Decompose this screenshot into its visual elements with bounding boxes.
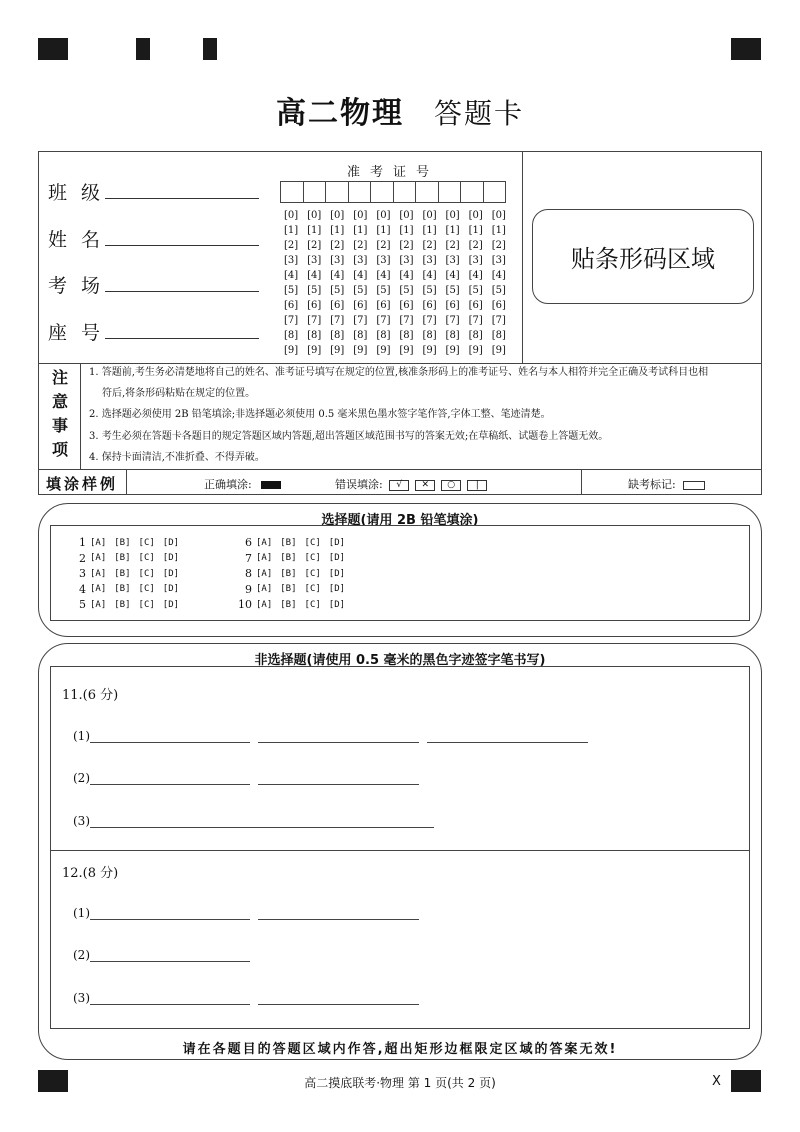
exam-id-digit-bubble[interactable]: [7] — [445, 315, 460, 326]
exam-id-cell[interactable] — [304, 182, 327, 202]
choice-question-number: 2 — [79, 551, 86, 565]
exam-id-digit-bubble[interactable]: [7] — [491, 315, 506, 326]
notice-heading-char: 意 — [51, 392, 68, 411]
registration-mark-top-3 — [203, 38, 217, 60]
choice-option-bubble[interactable]: [B] — [280, 584, 297, 594]
choice-question-number: 4 — [79, 582, 86, 596]
exam-id-digit-bubble[interactable]: [8] — [330, 330, 345, 341]
notice-item-1-cont: 符后,将条形码粘贴在规定的位置。 — [102, 388, 256, 399]
exam-id-cell[interactable] — [394, 182, 417, 202]
choice-option-bubble[interactable]: [B] — [280, 537, 297, 548]
choice-option-bubble[interactable]: [D] — [162, 553, 180, 563]
choice-option-bubble[interactable]: [A] — [256, 584, 273, 594]
exam-id-digit-bubble[interactable]: [7] — [330, 315, 345, 326]
exam-id-digit-bubble[interactable]: [0] — [376, 210, 391, 221]
field-label-exam-room: 考场 — [48, 275, 115, 297]
exam-id-cell[interactable] — [484, 182, 506, 202]
exam-id-digit-row — [284, 268, 506, 283]
sample-divider-2 — [581, 469, 582, 495]
choice-question-number: 3 — [79, 567, 86, 580]
exam-id-digit-bubble[interactable]: [4] — [330, 270, 345, 281]
choice-question-row — [72, 535, 187, 550]
notice-item-4: 4. 保持卡面清洁,不准折叠、不得弄破。 — [89, 452, 265, 463]
choice-question-row — [238, 551, 353, 566]
choice-option-bubble[interactable]: [D] — [328, 568, 346, 579]
exam-id-bubble-grid[interactable] — [284, 208, 506, 358]
choice-option-bubble[interactable]: [A] — [90, 599, 107, 610]
exam-id-digit-bubble[interactable]: [8] — [307, 330, 322, 341]
exam-id-digit-bubble[interactable]: [9] — [491, 345, 506, 356]
wrong-mark-cross: ✕ — [415, 480, 435, 491]
choice-question-row — [72, 582, 187, 597]
exam-id-digit-bubble[interactable]: [8] — [399, 330, 414, 341]
notice-heading — [40, 366, 80, 462]
exam-id-digit-bubble[interactable]: [4] — [307, 270, 322, 281]
exam-id-digit-bubble[interactable]: [9] — [353, 345, 368, 356]
choice-option-bubble[interactable]: [B] — [114, 568, 131, 579]
exam-id-digit-row — [284, 283, 506, 298]
choice-option-bubble[interactable]: [C] — [138, 537, 155, 548]
choice-option-bubble[interactable]: [A] — [90, 568, 107, 579]
exam-id-digit-bubble[interactable]: [3] — [284, 255, 299, 266]
q11-sub1-blank-1[interactable] — [90, 741, 250, 743]
question-divider — [50, 850, 750, 851]
exam-id-digit-bubble[interactable]: [7] — [399, 315, 414, 326]
info-divider-horizontal-1 — [38, 363, 762, 364]
notice-heading-char: 事 — [51, 416, 68, 435]
exam-id-digit-bubble[interactable]: [3] — [468, 255, 483, 266]
exam-id-digit-bubble[interactable]: [3] — [445, 255, 460, 266]
choice-option-bubble[interactable]: [D] — [328, 537, 346, 548]
exam-id-label: 准考证号 — [346, 165, 439, 180]
choice-question-row — [238, 597, 353, 612]
choice-option-bubble[interactable]: [B] — [114, 553, 131, 563]
exam-id-digit-bubble[interactable]: [8] — [445, 330, 460, 341]
exam-id-digit-bubble[interactable]: [9] — [445, 345, 460, 356]
nonchoice-answer-box — [50, 666, 750, 1029]
q12-sub2-label: (2) — [73, 948, 90, 962]
choice-option-bubble[interactable]: [C] — [304, 584, 321, 594]
choice-question-row — [238, 566, 353, 581]
exam-id-digit-bubble[interactable]: [8] — [491, 330, 506, 341]
choice-option-bubble[interactable]: [A] — [90, 537, 107, 548]
exam-id-digit-bubble[interactable]: [2] — [307, 240, 322, 251]
field-label-class: 班级 — [48, 182, 115, 204]
choice-question-row — [238, 535, 353, 550]
exam-id-digit-row — [284, 313, 506, 328]
exam-id-digit-bubble[interactable]: [3] — [399, 255, 414, 266]
q11-sub3-label: (3) — [73, 814, 90, 828]
exam-id-digit-bubble[interactable]: [9] — [284, 345, 299, 356]
wrong-mark-bar: | — [467, 480, 487, 491]
choice-question-row — [238, 582, 353, 597]
choice-option-bubble[interactable]: [A] — [256, 568, 273, 579]
field-input-class[interactable] — [105, 197, 259, 199]
exam-id-digit-bubble[interactable]: [1] — [491, 225, 506, 236]
exam-id-digit-bubble[interactable]: [3] — [307, 255, 322, 266]
exam-id-digit-bubble[interactable]: [9] — [330, 345, 345, 356]
exam-id-digit-bubble[interactable]: [5] — [468, 285, 483, 296]
choice-option-bubble[interactable]: [C] — [304, 568, 321, 579]
barcode-area: 贴条形码区域 — [532, 209, 754, 304]
choice-option-bubble[interactable]: [D] — [328, 553, 346, 563]
choice-question-number: 7 — [245, 551, 252, 565]
exam-id-digit-row — [284, 298, 506, 313]
field-label-name: 姓名 — [48, 229, 115, 251]
exam-id-digit-bubble[interactable]: [9] — [422, 345, 437, 356]
exam-id-digit-bubble[interactable]: [4] — [399, 270, 414, 281]
q11-sub1-blank-2[interactable] — [258, 741, 419, 743]
registration-mark-top-2 — [136, 38, 150, 60]
choice-option-bubble[interactable]: [C] — [138, 599, 155, 610]
correct-fill-example — [204, 476, 281, 492]
exam-id-digit-bubble[interactable]: [0] — [284, 210, 299, 221]
exam-id-digit-bubble[interactable]: [6] — [445, 300, 460, 311]
exam-id-cell[interactable] — [281, 182, 304, 202]
exam-id-digit-bubble[interactable]: [2] — [284, 240, 299, 251]
exam-id-digit-bubble[interactable]: [9] — [399, 345, 414, 356]
info-divider-horizontal-2 — [38, 469, 762, 470]
exam-id-cell[interactable] — [349, 182, 372, 202]
exam-id-digit-bubble[interactable]: [5] — [445, 285, 460, 296]
registration-mark-top-left — [38, 38, 68, 60]
exam-id-digit-bubble[interactable]: [3] — [353, 255, 368, 266]
exam-id-digit-bubble[interactable]: [4] — [445, 270, 460, 281]
exam-id-digit-bubble[interactable]: [6] — [376, 300, 391, 311]
choice-option-bubble[interactable]: [B] — [114, 599, 131, 610]
exam-id-digit-bubble[interactable]: [7] — [376, 315, 391, 326]
notice-heading-char: 注 — [51, 368, 68, 387]
exam-id-digit-bubble[interactable]: [2] — [422, 240, 437, 251]
exam-id-digit-row — [284, 328, 506, 343]
q11-sub2-blank-1[interactable] — [90, 783, 250, 785]
exam-id-digit-bubble[interactable]: [6] — [422, 300, 437, 311]
choice-option-bubble[interactable]: [B] — [280, 568, 297, 579]
exam-id-digit-bubble[interactable]: [9] — [468, 345, 483, 356]
q11-sub2-blank-2[interactable] — [258, 783, 419, 785]
exam-id-digit-bubble[interactable]: [2] — [399, 240, 414, 251]
exam-id-digit-row — [284, 343, 506, 358]
exam-id-digit-bubble[interactable]: [7] — [422, 315, 437, 326]
exam-id-digit-bubble[interactable]: [1] — [422, 225, 437, 236]
correct-fill-mark — [261, 481, 281, 489]
exam-id-digit-bubble[interactable]: [4] — [491, 270, 506, 281]
choice-option-bubble[interactable]: [A] — [256, 599, 273, 610]
notice-item-3: 3. 考生必须在答题卡各题目的规定答题区域内答题,超出答题区域范围书写的答案无效;在草稿纸、试题卷上答题无效。 — [89, 431, 609, 442]
choice-option-bubble[interactable]: [D] — [162, 584, 180, 594]
exam-id-digit-bubble[interactable]: [8] — [353, 330, 368, 341]
exam-id-digit-bubble[interactable]: [2] — [376, 240, 391, 251]
exam-id-digit-bubble[interactable]: [7] — [353, 315, 368, 326]
exam-id-digit-bubble[interactable]: [7] — [284, 315, 299, 326]
choice-section-title: 选择题(请用 2B 铅笔填涂) — [321, 513, 479, 528]
choice-option-bubble[interactable]: [C] — [138, 584, 155, 594]
title-subject: 高二物理 — [275, 96, 404, 131]
exam-id-digit-bubble[interactable]: [4] — [376, 270, 391, 281]
exam-id-digit-bubble[interactable]: [3] — [376, 255, 391, 266]
choice-option-bubble[interactable]: [D] — [162, 568, 180, 579]
exam-id-digit-bubble[interactable]: [1] — [307, 225, 322, 236]
exam-id-digit-bubble[interactable]: [9] — [376, 345, 391, 356]
field-label-seat: 座号 — [48, 322, 115, 344]
field-input-exam-room[interactable] — [105, 290, 259, 292]
exam-id-digit-bubble[interactable]: [1] — [284, 225, 299, 236]
footer-x-mark: X — [712, 1074, 721, 1089]
exam-id-digit-bubble[interactable]: [8] — [376, 330, 391, 341]
exam-id-digit-bubble[interactable]: [2] — [330, 240, 345, 251]
q12-sub3-blank-2[interactable] — [258, 1003, 419, 1005]
exam-id-digit-bubble[interactable]: [4] — [468, 270, 483, 281]
choice-question-number: 1 — [79, 536, 86, 549]
notice-divider-vertical — [80, 363, 81, 469]
wrong-fill-example — [335, 476, 490, 492]
choice-question-row — [72, 551, 187, 566]
q11-sub1-label: (1) — [73, 729, 90, 743]
choice-question-number: 9 — [245, 582, 252, 596]
notice-item-1: 1. 答题前,考生务必清楚地将自己的姓名、准考证号填写在规定的位置,核准条形码上的准考证号、姓名与本人相符并完全正确及考试科目也相 — [89, 367, 709, 378]
exam-id-boxes[interactable] — [280, 181, 506, 203]
exam-id-digit-bubble[interactable]: [9] — [307, 345, 322, 356]
exam-id-digit-bubble[interactable]: [6] — [468, 300, 483, 311]
choice-option-bubble[interactable]: [C] — [304, 537, 321, 548]
choice-option-bubble[interactable]: [D] — [328, 599, 346, 610]
exam-id-digit-bubble[interactable]: [1] — [330, 225, 345, 236]
exam-id-digit-bubble[interactable]: [5] — [399, 285, 414, 296]
fill-sample-label: 填涂样例 — [46, 475, 119, 493]
exam-id-digit-bubble[interactable]: [5] — [307, 285, 322, 296]
exam-id-digit-bubble[interactable]: [2] — [353, 240, 368, 251]
exam-id-digit-bubble[interactable]: [7] — [468, 315, 483, 326]
exam-id-digit-row — [284, 238, 506, 253]
exam-id-digit-bubble[interactable]: [4] — [353, 270, 368, 281]
exam-id-digit-bubble[interactable]: [2] — [491, 240, 506, 251]
exam-id-digit-bubble[interactable]: [1] — [468, 225, 483, 236]
field-input-name[interactable] — [105, 244, 259, 246]
correct-fill-label: 正确填涂: — [204, 478, 252, 491]
q12-sub3-blank-1[interactable] — [90, 1003, 250, 1005]
choice-option-bubble[interactable]: [D] — [162, 537, 180, 548]
q12-sub3-label: (3) — [73, 991, 90, 1005]
exam-id-cell[interactable] — [371, 182, 394, 202]
exam-id-digit-bubble[interactable]: [1] — [353, 225, 368, 236]
exam-id-digit-bubble[interactable]: [6] — [307, 300, 322, 311]
q11-sub2-label: (2) — [73, 771, 90, 785]
choice-option-bubble[interactable]: [A] — [90, 553, 107, 563]
exam-id-digit-bubble[interactable]: [3] — [330, 255, 345, 266]
exam-id-digit-bubble[interactable]: [0] — [468, 210, 483, 221]
choice-option-bubble[interactable]: [B] — [114, 584, 131, 594]
exam-id-digit-bubble[interactable]: [0] — [422, 210, 437, 221]
choice-question-row — [72, 566, 187, 581]
q12-sub1-blank-2[interactable] — [258, 918, 419, 920]
exam-id-digit-row — [284, 208, 506, 223]
wrong-fill-label: 错误填涂: — [335, 478, 383, 491]
page-footer: 高二摸底联考·物理 第 1 页(共 2 页) — [304, 1076, 496, 1090]
notice-item-2: 2. 选择题必须使用 2B 铅笔填涂;非选择题必须使用 0.5 毫米黑色墨水签字笔作答,字体工整、笔迹清楚。 — [89, 409, 551, 420]
choice-option-bubble[interactable]: [D] — [328, 584, 346, 594]
info-divider-vertical-right — [522, 151, 523, 364]
exam-id-cell[interactable] — [416, 182, 439, 202]
absent-mark-example — [628, 476, 705, 492]
q12-heading: 12.(8 分) — [62, 866, 119, 881]
choice-option-bubble[interactable]: [B] — [114, 537, 131, 548]
exam-id-digit-bubble[interactable]: [5] — [353, 285, 368, 296]
exam-id-digit-bubble[interactable]: [5] — [284, 285, 299, 296]
choice-question-number: 8 — [245, 567, 252, 580]
bottom-warning: 请在各题目的答题区域内作答,超出矩形边框限定区域的答案无效! — [182, 1042, 618, 1057]
q12-sub1-label: (1) — [73, 906, 90, 920]
exam-id-digit-bubble[interactable]: [6] — [353, 300, 368, 311]
exam-id-digit-bubble[interactable]: [0] — [307, 210, 322, 221]
page-title — [0, 88, 800, 132]
exam-id-digit-bubble[interactable]: [8] — [422, 330, 437, 341]
exam-id-digit-bubble[interactable]: [0] — [399, 210, 414, 221]
choice-option-bubble[interactable]: [A] — [256, 537, 273, 548]
exam-id-digit-bubble[interactable]: [2] — [468, 240, 483, 251]
exam-id-digit-bubble[interactable]: [6] — [399, 300, 414, 311]
choice-option-bubble[interactable]: [C] — [304, 553, 321, 563]
choice-option-bubble[interactable]: [B] — [280, 599, 297, 610]
exam-id-digit-bubble[interactable]: [0] — [445, 210, 460, 221]
notice-heading-char: 项 — [51, 440, 68, 459]
q12-sub2-blank-1[interactable] — [90, 960, 250, 962]
wrong-mark-check: √ — [389, 480, 409, 491]
choice-question-number: 5 — [79, 598, 86, 611]
exam-id-digit-bubble[interactable]: [6] — [284, 300, 299, 311]
exam-id-digit-bubble[interactable]: [0] — [491, 210, 506, 221]
wrong-mark-circle: ○ — [441, 480, 461, 491]
exam-id-digit-bubble[interactable]: [2] — [445, 240, 460, 251]
q12-sub1-blank-1[interactable] — [90, 918, 250, 920]
sample-divider-1 — [126, 469, 127, 495]
exam-id-digit-bubble[interactable]: [0] — [353, 210, 368, 221]
exam-id-digit-bubble[interactable]: [5] — [491, 285, 506, 296]
choice-option-bubble[interactable]: [C] — [138, 568, 155, 579]
exam-id-digit-bubble[interactable]: [6] — [491, 300, 506, 311]
choice-option-bubble[interactable]: [A] — [256, 553, 273, 563]
exam-id-digit-bubble[interactable]: [3] — [491, 255, 506, 266]
registration-mark-top-right — [731, 38, 761, 60]
exam-id-digit-bubble[interactable]: [4] — [422, 270, 437, 281]
exam-id-digit-row — [284, 253, 506, 268]
choice-option-bubble[interactable]: [D] — [162, 599, 180, 610]
choice-question-number: 10 — [238, 598, 252, 611]
exam-id-digit-bubble[interactable]: [7] — [307, 315, 322, 326]
choice-option-bubble[interactable]: [A] — [90, 584, 107, 594]
q11-sub3-blank-1[interactable] — [90, 826, 434, 828]
exam-id-digit-bubble[interactable]: [8] — [468, 330, 483, 341]
exam-id-cell[interactable] — [326, 182, 349, 202]
exam-id-digit-bubble[interactable]: [5] — [330, 285, 345, 296]
exam-id-digit-bubble[interactable]: [4] — [284, 270, 299, 281]
q11-heading: 11.(6 分) — [62, 688, 119, 703]
exam-id-digit-bubble[interactable]: [0] — [330, 210, 345, 221]
exam-id-cell[interactable] — [461, 182, 484, 202]
exam-id-digit-bubble[interactable]: [3] — [422, 255, 437, 266]
choice-question-number: 6 — [245, 536, 252, 549]
choice-question-row — [72, 597, 187, 612]
choice-option-bubble[interactable]: [C] — [304, 599, 321, 610]
exam-id-digit-bubble[interactable]: [8] — [284, 330, 299, 341]
field-input-seat[interactable] — [105, 337, 259, 339]
nonchoice-section-title: 非选择题(请使用 0.5 毫米的黑色字迹签字笔书写) — [254, 653, 546, 668]
choice-option-bubble[interactable]: [B] — [280, 553, 297, 563]
title-answer-card: 答题卡 — [433, 97, 524, 130]
exam-id-digit-bubble[interactable]: [1] — [399, 225, 414, 236]
exam-id-digit-row — [284, 223, 506, 238]
exam-id-digit-bubble[interactable]: [1] — [376, 225, 391, 236]
choice-option-bubble[interactable]: [C] — [138, 553, 155, 563]
q11-sub1-blank-3[interactable] — [427, 741, 588, 743]
exam-id-cell[interactable] — [439, 182, 462, 202]
absent-mark-box[interactable] — [683, 481, 705, 490]
exam-id-digit-bubble[interactable]: [1] — [445, 225, 460, 236]
exam-id-digit-bubble[interactable]: [6] — [330, 300, 345, 311]
absent-mark-label: 缺考标记: — [628, 478, 676, 491]
exam-id-digit-bubble[interactable]: [5] — [422, 285, 437, 296]
exam-id-digit-bubble[interactable]: [5] — [376, 285, 391, 296]
